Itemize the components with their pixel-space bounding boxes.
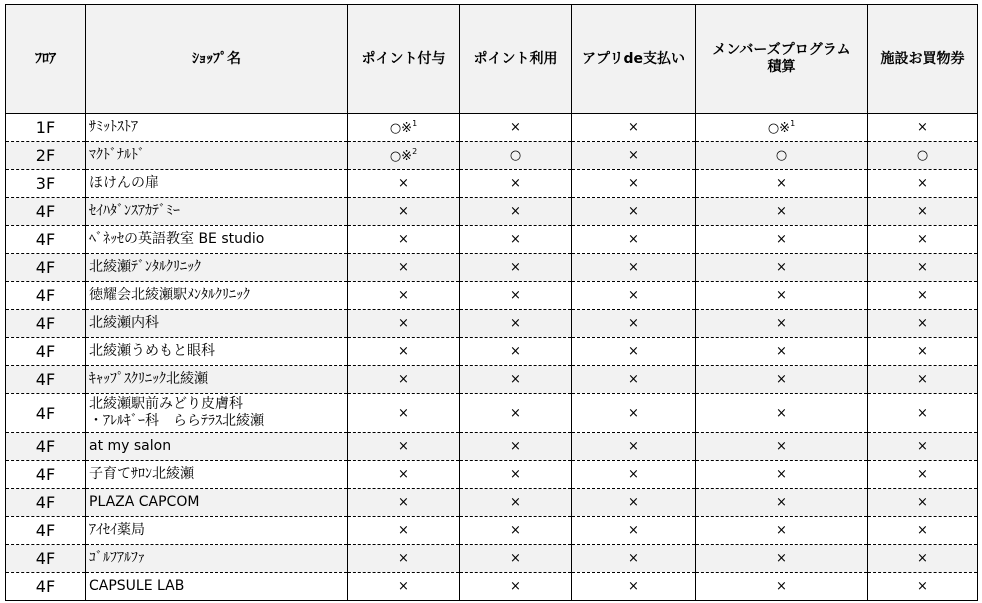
service-cell [868,338,978,366]
service-cell [868,310,978,338]
availability-mark: × [398,176,409,191]
table-row [6,489,978,517]
floor-cell: 4F [6,517,86,545]
availability-mark: × [628,439,639,454]
floor-cell: 4F [6,282,86,310]
service-cell [868,461,978,489]
availability-mark: × [917,579,928,594]
floor-cell: 4F [6,394,86,433]
availability-mark: × [398,495,409,510]
availability-mark: × [398,204,409,219]
shop-name-cell [86,226,348,254]
service-cell [348,198,460,226]
table-row [6,198,978,226]
shop-name-cell [86,254,348,282]
service-cell [460,461,572,489]
availability-mark: × [917,372,928,387]
availability-mark: × [917,523,928,538]
service-cell [348,366,460,394]
availability-mark: × [776,204,787,219]
service-cell [868,517,978,545]
availability-mark: ○ [916,148,929,163]
table-row [6,114,978,142]
service-cell [696,366,868,394]
availability-mark: × [628,288,639,303]
availability-mark: × [628,232,639,247]
availability-mark: × [628,120,639,135]
availability-mark: × [776,551,787,566]
availability-mark: × [510,467,521,482]
service-cell [696,254,868,282]
service-cell [868,545,978,573]
shop-name-cell [86,338,348,366]
service-cell [696,198,868,226]
shop-service-table [5,4,978,601]
availability-mark: × [510,372,521,387]
service-cell [696,461,868,489]
shop-name-line: ｻﾐｯﾄｽﾄｱ [89,119,138,135]
floor-cell: 2F [6,142,86,170]
availability-mark: × [628,523,639,538]
table-row [6,254,978,282]
floor-cell: 3F [6,170,86,198]
availability-mark: × [510,405,521,421]
table-body [6,114,978,601]
service-cell [868,433,978,461]
service-cell [572,366,696,394]
shop-name-line: 徳耀会北綾瀬駅ﾒﾝﾀﾙｸﾘﾆｯｸ [89,287,250,303]
shop-name-cell [86,433,348,461]
service-cell [696,433,868,461]
availability-mark: × [776,439,787,454]
service-cell [348,394,460,433]
availability-mark: × [917,439,928,454]
service-cell [460,254,572,282]
floor-cell: 4F [6,198,86,226]
shop-name-cell [86,394,348,433]
availability-mark: × [628,551,639,566]
shop-name-line: at my salon [89,438,172,454]
availability-mark: × [398,439,409,454]
table-row [6,517,978,545]
availability-mark: × [917,204,928,219]
shop-name-line: ｾｲﾊﾀﾞﾝｽｱｶﾃﾞﾐｰ [89,203,180,219]
shop-name-line: ｺﾞﾙﾌｱﾙﾌｧ [89,550,145,566]
floor-cell: 4F [6,366,86,394]
service-cell [572,338,696,366]
service-cell [348,170,460,198]
availability-mark: × [628,372,639,387]
service-cell [460,517,572,545]
service-cell [348,254,460,282]
service-cell [460,170,572,198]
availability-mark: × [628,176,639,191]
service-cell [572,226,696,254]
availability-mark: × [398,372,409,387]
service-cell [348,545,460,573]
availability-mark: × [917,467,928,482]
service-cell [572,573,696,601]
availability-mark: × [398,523,409,538]
service-cell [696,142,868,170]
service-cell [572,545,696,573]
service-cell [572,142,696,170]
service-cell [868,366,978,394]
service-cell [696,517,868,545]
availability-mark: × [917,551,928,566]
availability-mark: × [510,232,521,247]
availability-mark: × [510,288,521,303]
availability-mark: × [776,523,787,538]
availability-mark: × [510,204,521,219]
floor-cell: 4F [6,573,86,601]
service-cell [696,489,868,517]
service-cell [348,517,460,545]
availability-mark: × [628,148,639,163]
floor-cell: 4F [6,545,86,573]
service-cell [572,433,696,461]
availability-mark: × [510,316,521,331]
availability-mark: × [917,495,928,510]
floor-cell: 4F [6,489,86,517]
service-cell [868,282,978,310]
availability-mark: × [776,288,787,303]
availability-mark: × [628,204,639,219]
shop-name-line: 北綾瀬内科 [89,315,159,331]
availability-mark: × [776,579,787,594]
header-app-payment: アプリde支払い [572,5,696,114]
availability-mark: × [917,232,928,247]
service-cell [696,114,868,142]
table-header [6,5,978,114]
availability-mark: × [398,260,409,275]
floor-cell: 4F [6,310,86,338]
availability-mark: ○ [775,148,788,163]
availability-mark: × [776,495,787,510]
floor-cell: 4F [6,254,86,282]
table-row [6,394,978,433]
service-cell [460,545,572,573]
service-cell [572,461,696,489]
shop-name-line: ｱｲｾｲ薬局 [89,522,145,538]
header-row [6,5,978,114]
table-row [6,142,978,170]
header-members-program [696,5,868,114]
service-cell [868,226,978,254]
shop-name-cell [86,366,348,394]
table-row [6,310,978,338]
service-cell [572,170,696,198]
availability-mark: × [917,405,928,421]
shop-name-line: ・ｱﾚﾙｷﾞｰ科 ららﾃﾗｽ北綾瀬 [89,413,264,429]
service-cell [696,170,868,198]
service-cell [696,226,868,254]
availability-mark: × [510,120,521,135]
availability-mark: × [510,439,521,454]
shop-name-cell [86,489,348,517]
service-cell [696,545,868,573]
header-shop-name: ｼｮｯﾌﾟ名 [86,5,348,114]
shop-name-line: 北綾瀬うめもと眼科 [89,343,215,359]
service-cell [696,282,868,310]
availability-mark: × [628,495,639,510]
service-cell [696,338,868,366]
service-cell [460,489,572,517]
footnote-ref: 1 [412,119,418,128]
service-cell [348,433,460,461]
service-cell [868,170,978,198]
service-cell [460,573,572,601]
floor-cell: 4F [6,461,86,489]
service-cell [868,114,978,142]
shop-name-line: ﾍﾞﾈｯｾの英語教室 BE studio [89,231,265,247]
table-row [6,282,978,310]
table-row [6,226,978,254]
service-cell [868,142,978,170]
service-cell [348,461,460,489]
shop-name-line: 北綾瀬ﾃﾞﾝﾀﾙｸﾘﾆｯｸ [89,259,201,275]
availability-mark: × [628,579,639,594]
shop-name-line: ﾏｸﾄﾞﾅﾙﾄﾞ [89,147,145,163]
availability-mark: × [776,372,787,387]
shop-name-line: 子育てｻﾛﾝ北綾瀬 [89,466,194,482]
service-cell [460,282,572,310]
service-cell [460,394,572,433]
shop-name-cell [86,461,348,489]
service-cell [460,366,572,394]
shop-name-cell [86,114,348,142]
availability-mark: × [398,232,409,247]
service-cell [572,394,696,433]
availability-mark: × [776,405,787,421]
service-cell [572,517,696,545]
table-row [6,573,978,601]
service-cell [572,114,696,142]
floor-cell: 1F [6,114,86,142]
service-cell [460,198,572,226]
service-cell [460,433,572,461]
service-cell [348,282,460,310]
header-floor: ﾌﾛｱ [6,5,86,114]
service-cell [348,573,460,601]
availability-mark: × [917,120,928,135]
service-cell [572,254,696,282]
shop-name-line: 北綾瀬駅前みどり皮膚科 [89,396,243,412]
service-cell [460,226,572,254]
service-cell [348,310,460,338]
floor-cell: 4F [6,226,86,254]
service-cell [572,198,696,226]
shop-name-line: ｷｬｯﾌﾟｽｸﾘﾆｯｸ北綾瀬 [89,371,208,387]
shop-name-cell [86,170,348,198]
service-cell [348,142,460,170]
availability-mark: × [628,344,639,359]
shop-name-cell [86,142,348,170]
availability-mark: × [628,260,639,275]
availability-mark: ○ [509,148,522,163]
service-cell [460,142,572,170]
service-cell [868,198,978,226]
header-label-line: メンバーズプログラム [712,42,851,58]
availability-mark: × [398,467,409,482]
shop-name-cell [86,198,348,226]
service-cell [348,489,460,517]
availability-mark: × [398,405,409,421]
header-point-use: ポイント利用 [460,5,572,114]
availability-mark: × [510,551,521,566]
shop-name-line: CAPSULE LAB [89,578,185,594]
availability-mark: × [776,344,787,359]
availability-mark: × [917,288,928,303]
service-cell [868,489,978,517]
service-cell [868,573,978,601]
table-row [6,433,978,461]
availability-mark: × [398,316,409,331]
availability-mark: × [776,176,787,191]
service-cell [572,310,696,338]
availability-mark: × [917,176,928,191]
availability-mark: × [510,495,521,510]
footnote-ref: 2 [412,147,418,156]
shop-name-cell [86,545,348,573]
table-row [6,461,978,489]
table-row [6,170,978,198]
availability-mark: × [917,344,928,359]
availability-mark: × [776,467,787,482]
availability-mark: × [628,405,639,421]
availability-mark: ○※ [767,121,791,136]
service-cell [348,338,460,366]
service-cell [868,394,978,433]
service-cell [696,573,868,601]
availability-mark: × [917,260,928,275]
availability-mark: × [510,523,521,538]
header-gift-voucher: 施設お買物券 [868,5,978,114]
service-cell [460,338,572,366]
availability-mark: × [917,316,928,331]
availability-mark: × [398,551,409,566]
availability-mark: × [628,316,639,331]
shop-name-cell [86,573,348,601]
shop-name-line: PLAZA CAPCOM [89,494,200,510]
availability-mark: × [776,260,787,275]
header-point-earn: ポイント付与 [348,5,460,114]
service-cell [348,226,460,254]
availability-mark: × [628,467,639,482]
service-cell [348,114,460,142]
availability-mark: ○※ [389,149,413,164]
availability-mark: × [776,316,787,331]
shop-name-line: ほけんの扉 [89,175,159,191]
service-cell [460,310,572,338]
availability-mark: × [510,579,521,594]
shop-name-cell [86,517,348,545]
table-row [6,338,978,366]
availability-mark: ○※ [389,121,413,136]
floor-cell: 4F [6,433,86,461]
header-label-line: 積算 [767,59,796,75]
availability-mark: × [398,344,409,359]
floor-cell: 4F [6,338,86,366]
service-cell [460,114,572,142]
availability-mark: × [776,232,787,247]
service-cell [572,282,696,310]
availability-mark: × [398,579,409,594]
service-cell [696,310,868,338]
service-cell [696,394,868,433]
availability-mark: × [510,260,521,275]
footnote-ref: 1 [790,119,796,128]
shop-name-cell [86,282,348,310]
service-cell [868,254,978,282]
availability-mark: × [398,288,409,303]
service-cell [572,489,696,517]
availability-mark: × [510,176,521,191]
table-row [6,545,978,573]
shop-name-cell [86,310,348,338]
availability-mark: × [510,344,521,359]
table-row [6,366,978,394]
